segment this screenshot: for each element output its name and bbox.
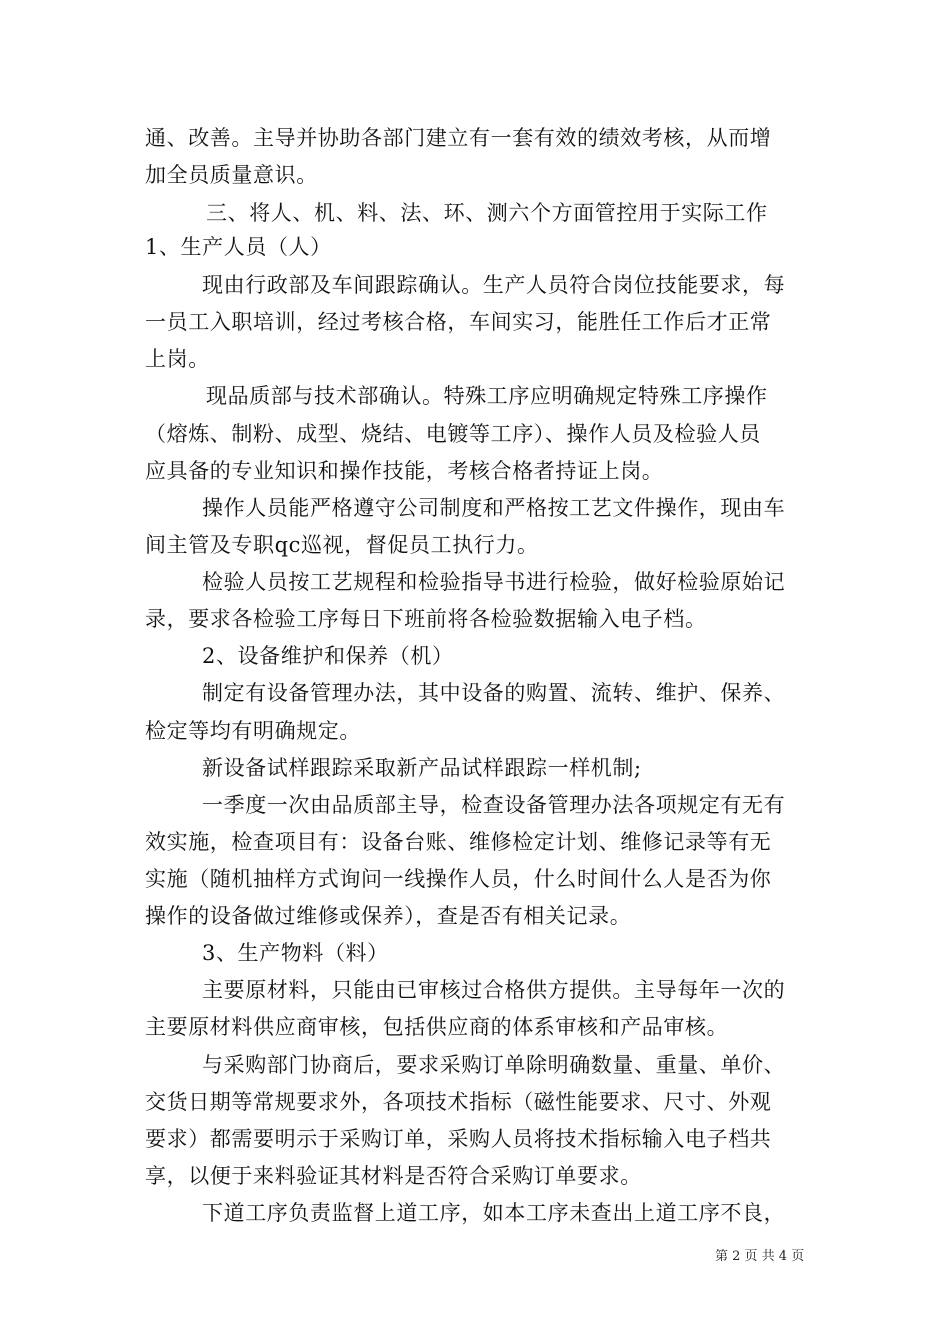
page-number-footer: 第 2 页 共 4 页 (715, 1249, 805, 1264)
text-line-8: 现品质部与技术部确认。特殊工序应明确规定特殊工序操作 (206, 384, 768, 408)
text-line-22: 操作的设备做过维修或保养），查是否有相关记录。 (145, 904, 632, 928)
text-line-13: 检验人员按工艺规程和检验指导书进行检验，做好检验原始记 (202, 570, 786, 594)
text-line-7: 上岗。 (145, 347, 210, 371)
text-line-9: （熔炼、制粉、成型、烧结、电镀等工序）、操作人员及检验人员 (145, 422, 761, 446)
text-line-30: 下道工序负责监督上道工序，如本工序未查出上道工序不良， (202, 1201, 786, 1225)
text-line-28: 要求）都需要明示于采购订单，采购人员将技术指标输入电子档共 (145, 1127, 772, 1151)
text-line-14: 录，要求各检验工序每日下班前将各检验数据输入电子档。 (145, 607, 707, 631)
text-line-1: 通、改善。主导并协助各部门建立有一套有效的绩效考核，从而增 (145, 126, 772, 150)
text-line-5: 现由行政部及车间跟踪确认。生产人员符合岗位技能要求，每 (202, 273, 786, 297)
text-line-20: 效实施，检查项目有：设备台账、维修检定计划、维修记录等有无 (145, 830, 772, 854)
text-line-24: 主要原材料，只能由已审核过合格供方提供。主导每年一次的 (202, 978, 786, 1002)
text-line-26: 与采购部门协商后，要求采购订单除明确数量、重量、单价、 (202, 1053, 786, 1077)
section-heading-3: 三、将人、机、料、法、环、测六个方面管控用于实际工作 (206, 201, 768, 225)
text-line-16: 制定有设备管理办法，其中设备的购置、流转、维护、保养、 (202, 681, 786, 705)
text-line-17: 检定等均有明确规定。 (145, 719, 361, 743)
text-line-27: 交货日期等常规要求外，各项技术指标（磁性能要求、尺寸、外观 (145, 1090, 772, 1114)
text-line-29: 享，以便于来料验证其材料是否符合采购订单要求。 (145, 1164, 642, 1188)
subheading-equipment: 2、设备维护和保养（机） (202, 644, 454, 668)
text-line-12: 间主管及专职qc巡视，督促员工执行力。 (145, 533, 539, 557)
text-line-25: 主要原材料供应商审核，包括供应商的体系审核和产品审核。 (145, 1015, 729, 1039)
subheading-materials: 3、生产物料（料） (202, 941, 389, 965)
text-line-11: 操作人员能严格遵守公司制度和严格按工艺文件操作，现由车 (202, 496, 786, 520)
text-line-18: 新设备试样跟踪采取新产品试样跟踪一样机制; (202, 756, 642, 780)
subheading-personnel: 1、生产人员（人） (145, 235, 332, 259)
text-line-21: 实施（随机抽样方式询问一线操作人员，什么时间什么人是否为你 (145, 867, 772, 891)
text-line-2: 加全员质量意识。 (145, 163, 318, 187)
text-line-10: 应具备的专业知识和操作技能，考核合格者持证上岗。 (145, 459, 664, 483)
text-line-6: 一员工入职培训，经过考核合格，车间实习，能胜任工作后才正常 (145, 310, 772, 334)
text-line-19: 一季度一次由品质部主导，检查设备管理办法各项规定有无有 (202, 793, 786, 817)
